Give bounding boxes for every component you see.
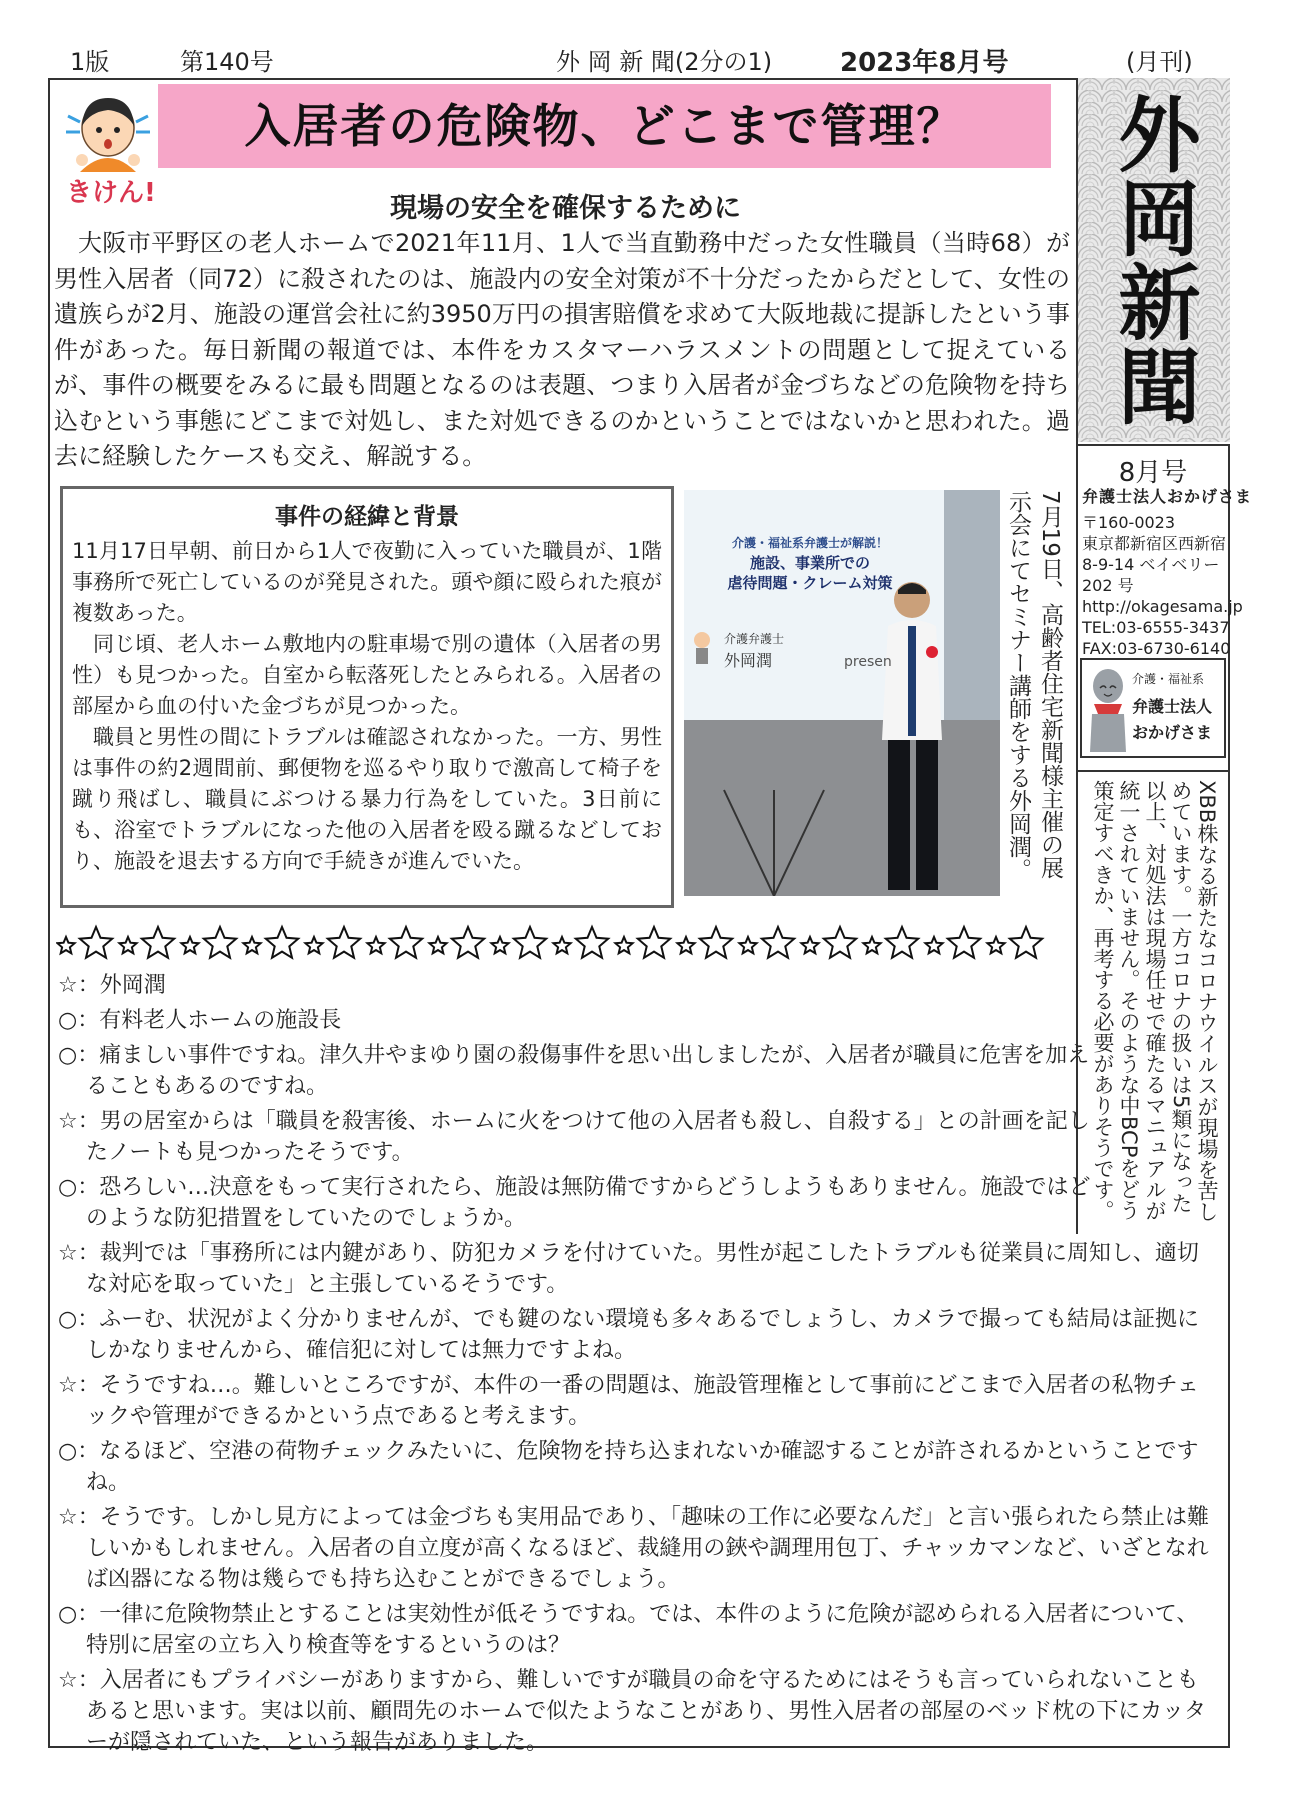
fax-number: FAX:03-6730-6140 [1082, 639, 1231, 658]
screen-name-label: 介護弁護士 [724, 632, 785, 646]
star-icon [886, 927, 918, 958]
headline-title: 入居者の危険物、どこまで管理？ [244, 99, 965, 153]
background-paragraph: 職員と男性の間にトラブルは確認されなかった。一方、男性は事件の約2週間前、郵便物を巡るやり取りで激高して椅子を蹴り飛ばし、職員にぶつける暴力行為をしていた。3日前にも、浴室でトラブルになった他の入居者を殴る蹴るなどしており、施設を退去する方向で手続きが進んでいた。 [72, 725, 662, 873]
star-icon [553, 937, 570, 953]
alarmed-person-illustration [60, 86, 156, 176]
dialogue-line: ☆：入居者にもプライバシーがありますから、難しいですが職員の命を守るためにはそうも言っていられないこともあると思います。実は以前、顧問先のホームで似たようなことがあり、男性入居者の部屋のベッド枕の下にカッターが隠されていた、という報告がありました。 [58, 1668, 1207, 1755]
firm-address [1082, 512, 1243, 659]
jizo-statue-icon [1086, 664, 1130, 756]
logo-line-2: 弁護士法人 [1132, 697, 1213, 716]
star-divider [56, 920, 1066, 966]
screen-line-1: 介護・福祉系弁護士が解説！ [731, 536, 888, 550]
star-icon [119, 937, 136, 953]
star-icon [390, 927, 422, 958]
star-icon [739, 937, 756, 953]
star-icon [987, 937, 1004, 953]
star-icon [863, 937, 880, 953]
paper-title: 外 岡 新 聞(2分の1) [556, 48, 773, 76]
star-icon [677, 937, 694, 953]
lead-paragraph [54, 226, 1070, 475]
background-paragraph: 11月17日早朝、前日から1人で夜勤に入っていた職員が、1階事務所で死亡しているのが発見された。頭や顔に殴られた痕が複数あった。 [72, 539, 662, 625]
logo-line-1: 介護・福祉系 [1132, 672, 1205, 686]
dialogue-line: ☆：裁判では「事務所には内鍵があり、防犯カメラを付けていた。男性が起こしたトラブルも従業員に周知し、適切な対応を取っていた」と主張しているそうです。 [58, 1241, 1199, 1297]
star-icon [491, 937, 508, 953]
star-icon [80, 927, 112, 958]
tel-number: TEL:03-6555-3437 [1082, 618, 1230, 637]
star-icon [452, 927, 484, 958]
address-postal: 〒160-0023 [1082, 513, 1176, 532]
firm-logo [1080, 658, 1226, 758]
star-icon [638, 927, 670, 958]
seminar-photo [684, 490, 1000, 896]
kiken-label: きけん! [66, 178, 156, 208]
address-line-2: 8-9-14 ベイベリー [1082, 555, 1220, 574]
address-line-1: 東京都新宿区西新宿 [1082, 534, 1227, 553]
star-icon [204, 927, 236, 958]
background-box-text [72, 536, 662, 877]
star-icon [615, 937, 632, 953]
star-icon [305, 937, 322, 953]
dialogue-section [58, 970, 1218, 1762]
issue-number: 第140号 [180, 48, 274, 76]
firm-name: 弁護士法人おかげさま [1082, 487, 1253, 506]
issue-date: 2023年8月号 [840, 48, 1009, 78]
star-icon [1010, 927, 1042, 958]
website-link[interactable]: http://okagesama.jp [1082, 597, 1243, 616]
photo-caption: 7月19日、高齢者住宅新聞様主催の展示会にてセミナー講師をする外岡潤。 [1005, 490, 1063, 881]
background-paragraph: 同じ頃、老人ホーム敷地内の駐車場で別の遺体（入居者の男性）も見つかった。自室から転落死したとみられる。入居者の部屋から血の付いた金づちが見つかった。 [72, 632, 662, 718]
dialogue-line: ☆：そうです。しかし見方によっては金づちも実用品であり、「趣味の工作に必要なんだ」と言い張られたら禁止は難しいかもしれません。入居者の自立度が高くなるほど、裁縫用の鋏や調理用包丁、チャッカマンなど、いざとなれば凶器になる物は幾らでも持ち込むことができるでしょう。 [58, 1505, 1209, 1592]
sidebar-column-text: XBB株なる新たなコロナウイルスが現場を苦しめています。一方コロナの扱いは5類になった以上、対処法は現場任せで確たるマニュアルが統一されていません。そのような中BCPをどう策定すべきか、再考する必要がありそうです。 [1091, 780, 1219, 1223]
dialogue-line: ○：ふーむ、状況がよく分かりませんが、でも鍵のない環境も多々あるでしょうし、カメラで撮っても結局は証拠にしかなりませんから、確信犯に対しては無力ですよね。 [58, 1307, 1199, 1363]
star-icon [328, 927, 360, 958]
star-icon [801, 937, 818, 953]
star-icon [576, 927, 608, 958]
background-box-title: 事件の経緯と背景 [275, 504, 459, 530]
star-icon [700, 927, 732, 958]
star-icon [824, 927, 856, 958]
star-icon [181, 937, 198, 953]
screen-line-2: 施設、事業所での [749, 554, 870, 572]
dialogue-line: ○：有料老人ホームの施設長 [58, 1008, 342, 1033]
dialogue-line: ○：なるほど、空港の荷物チェックみたいに、危険物を持ち込まれないか確認することが許されるかということですね。 [58, 1439, 1199, 1495]
star-icon [925, 937, 942, 953]
star-icon [514, 927, 546, 958]
dialogue-line: ○：痛ましい事件ですね。津久井やまゆり園の殺傷事件を思い出しましたが、入居者が職員に危害を加えることもあるのですね。 [58, 1043, 1090, 1099]
masthead-month: 8月号 [1118, 458, 1188, 488]
star-icon [57, 937, 74, 953]
screen-line-3: 虐待問題・クレーム対策 [727, 574, 893, 592]
star-icon [948, 927, 980, 958]
address-line-3: 202 号 [1082, 576, 1134, 595]
frequency-label: (月刊) [1126, 48, 1193, 76]
dialogue-line: ☆：そうですね…。難しいところですが、本件の一番の問題は、施設管理権として事前にどこまで入居者の私物チェックや管理ができるかという点であると考えます。 [58, 1373, 1199, 1429]
lead-text: 大阪市平野区の老人ホームで2021年11月、1人で当直勤務中だった女性職員（当時68）が男性入居者（同72）に殺されたのは、施設内の安全対策が不十分だったからだとして、女性の遺族らが2月、施設の運営会社に約3950万円の損害賠償を求めて大阪地裁に提訴したという事件があった。毎日新聞の報道では、本件をカスタマーハラスメントの問題として捉えているが、事件の概要をみるに最も問題となるのは表題、つまり入居者が金づちなどの危険物を持ち込むという事態にどこまで対処し、また対処できるのかということではないかと思われた。過去に経験したケースも交え、解説する。 [54, 229, 1070, 470]
dialogue-line: ☆：男の居室からは「職員を殺害後、ホームに火をつけて他の入居者も殺し、自殺する」との計画を記したノートも見つかったそうです。 [58, 1109, 1090, 1165]
star-icon [243, 937, 260, 953]
star-icon [762, 927, 794, 958]
dialogue-line: ☆：外岡潤 [58, 973, 166, 998]
star-icon [367, 937, 384, 953]
masthead-title: 外岡新聞 [1105, 92, 1201, 428]
headline-subtitle: 現場の安全を確保するために [390, 193, 741, 224]
dialogue-line: ○：恐ろしい…決意をもって実行されたら、施設は無防備ですからどうしようもありません。施設ではどのような防犯措置をしていたのでしょうか。 [58, 1175, 1091, 1231]
logo-line-3: おかげさま [1132, 723, 1213, 742]
screen-name: 外岡潤 [724, 651, 773, 670]
star-icon [266, 927, 298, 958]
dialogue-line: ○：一律に危険物禁止とすることは実効性が低そうですね。では、本件のように危険が認められる入居者について、特別に居室の立ち入り検査等をするというのは？ [58, 1602, 1199, 1658]
edition-label: 1版 [70, 48, 110, 76]
star-icon [142, 927, 174, 958]
screen-present: presen [844, 654, 892, 670]
star-icon [429, 937, 446, 953]
